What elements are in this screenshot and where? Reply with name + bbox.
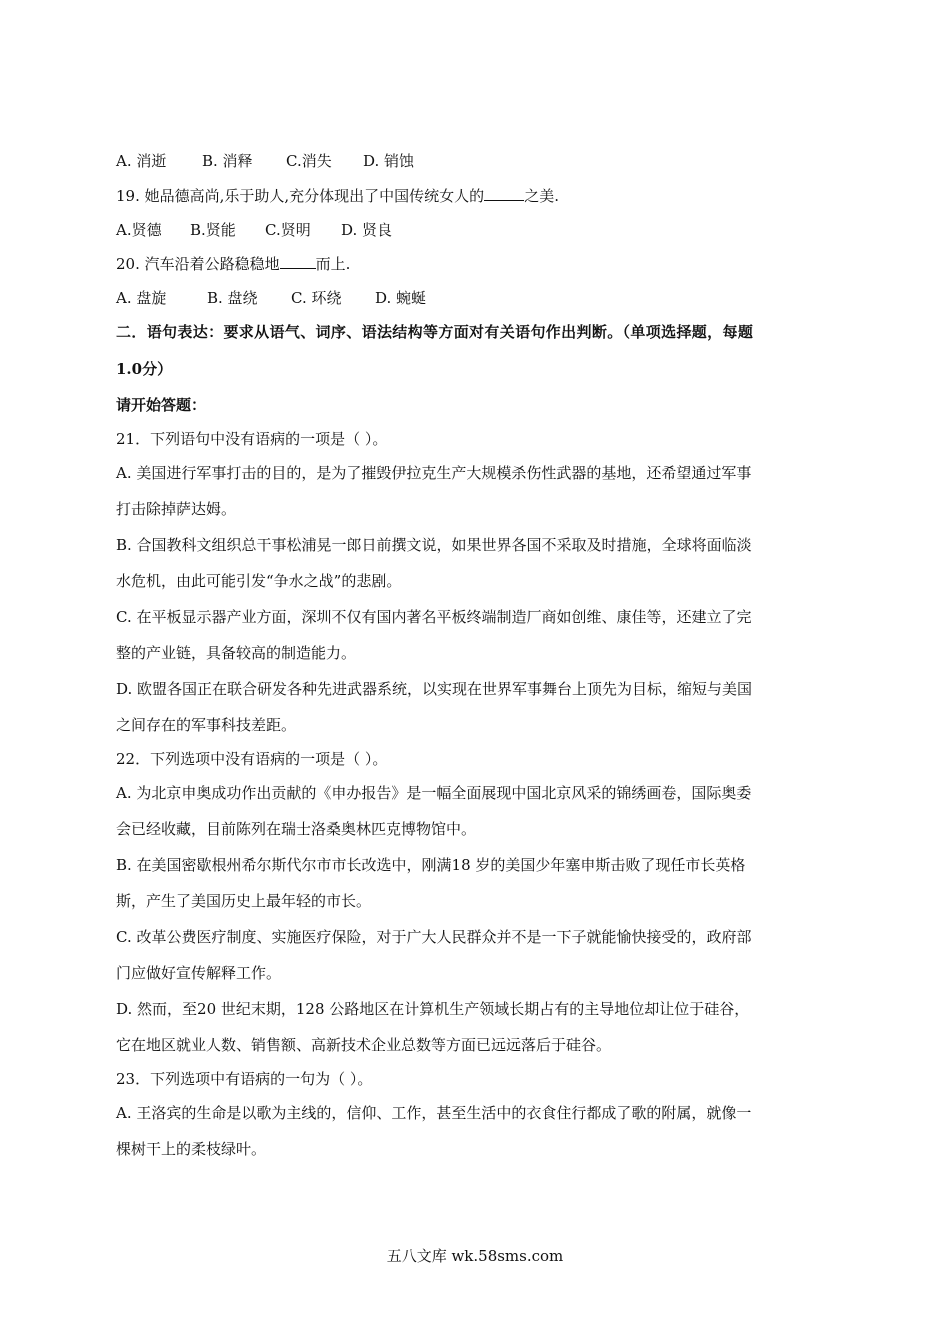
option-b: B. 消释 — [202, 152, 253, 170]
fill-blank — [484, 186, 524, 201]
question-number: 20. — [116, 255, 140, 273]
q22-option-a-cont: 会已经收藏，目前陈列在瑞士洛桑奥林匹克博物馆中。 — [116, 820, 477, 838]
q23-stem: 23．下列选项中有语病的一句为（ ）。 — [116, 1070, 373, 1088]
q21-option-b: B. 合国教科文组织总干事松浦晃一郎日前撰文说，如果世界各国不采取及时措施，全球将面临淡 — [116, 536, 752, 554]
option-d: D. 贤良 — [341, 221, 393, 239]
q18-options — [116, 151, 836, 171]
option-a: A.贤德 — [116, 221, 162, 239]
q23-option-a: A. 王洛宾的生命是以歌为主线的，信仰、工作，甚至生活中的衣食住行都成了歌的附属，就像一 — [116, 1104, 752, 1122]
q22-option-a: A. 为北京申奥成功作出贡献的《申办报告》是一幅全面展现中国北京风采的锦绣画卷，国际奥委 — [116, 784, 752, 802]
q19-stem — [116, 186, 836, 206]
option-c: C.消失 — [286, 152, 332, 170]
q19-text-after: 之美. — [524, 187, 559, 205]
q21-option-d: D. 欧盟各国正在联合研发各种先进武器系统，以实现在世界军事舞台上顶先为目标，缩短与美国 — [116, 680, 753, 698]
q21-option-a-cont: 打击除掉萨达姆。 — [116, 500, 237, 518]
question-number: 19. — [116, 187, 140, 205]
option-a: A. 消逝 — [116, 152, 167, 170]
fill-blank — [280, 254, 316, 269]
q21-option-d-cont: 之间存在的军事科技差距。 — [116, 716, 297, 734]
section-heading: 二．语句表达：要求从语气、词序、语法结构等方面对有关语句作出判断。（单项选择题，每题 — [116, 323, 754, 341]
q21-stem: 21．下列语句中没有语病的一项是（ ）。 — [116, 430, 388, 448]
option-d: D. 蜿蜒 — [375, 289, 427, 307]
q20-options — [116, 288, 836, 308]
q23-option-a-cont: 棵树干上的柔枝绿叶。 — [116, 1140, 267, 1158]
q22-option-b: B. 在美国密歇根州希尔斯代尔市市长改选中，刚满18 岁的美国少年塞申斯击败了现任市长英格 — [116, 856, 746, 874]
q22-option-d-cont: 它在地区就业人数、销售额、高新技术企业总数等方面已远远落后于硅谷。 — [116, 1036, 612, 1054]
option-a: A. 盘旋 — [116, 289, 167, 307]
q22-stem: 22．下列选项中没有语病的一项是（ ）。 — [116, 750, 388, 768]
q22-option-c-cont: 门应做好宣传解释工作。 — [116, 964, 282, 982]
q21-option-b-cont: 水危机，由此可能引发“争水之战”的悲剧。 — [116, 572, 402, 590]
option-d: D. 销蚀 — [363, 152, 415, 170]
q19-text-before: 她品德高尚,乐于助人,充分体现出了中国传统女人的 — [144, 187, 485, 205]
option-b: B. 盘绕 — [207, 289, 258, 307]
section-heading-cont: 1.0分） — [116, 360, 173, 378]
q22-option-b-cont: 斯，产生了美国历史上最年轻的市长。 — [116, 892, 372, 910]
option-b: B.贤能 — [190, 221, 236, 239]
q20-text-after: 而上. — [315, 255, 351, 273]
q21-option-c-cont: 整的产业链，具备较高的制造能力。 — [116, 644, 357, 662]
q21-option-c: C. 在平板显示器产业方面，深圳不仅有国内著名平板终端制造厂商如创维、康佳等，还建立了完 — [116, 608, 752, 626]
q21-option-a: A. 美国进行军事打击的目的，是为了摧毁伊拉克生产大规模杀伤性武器的基地，还希望通过军事 — [116, 464, 752, 482]
start-instruction: 请开始答题： — [116, 396, 207, 414]
q19-options — [116, 220, 836, 240]
q22-option-c: C. 改革公费医疗制度、实施医疗保险，对于广大人民群众并不是一下子就能愉快接受的，政府部 — [116, 928, 752, 946]
q20-stem — [116, 254, 836, 274]
page-footer: 五八文库 wk.58sms.com — [386, 1247, 564, 1265]
q22-option-d: D. 然而，至20 世纪末期，128 公路地区在计算机生产领域长期占有的主导地位却让位于硅谷， — [116, 1000, 750, 1018]
q20-text-before: 汽车沿着公路稳稳地 — [144, 255, 280, 273]
option-c: C.贤明 — [265, 221, 311, 239]
option-c: C. 环绕 — [291, 289, 342, 307]
